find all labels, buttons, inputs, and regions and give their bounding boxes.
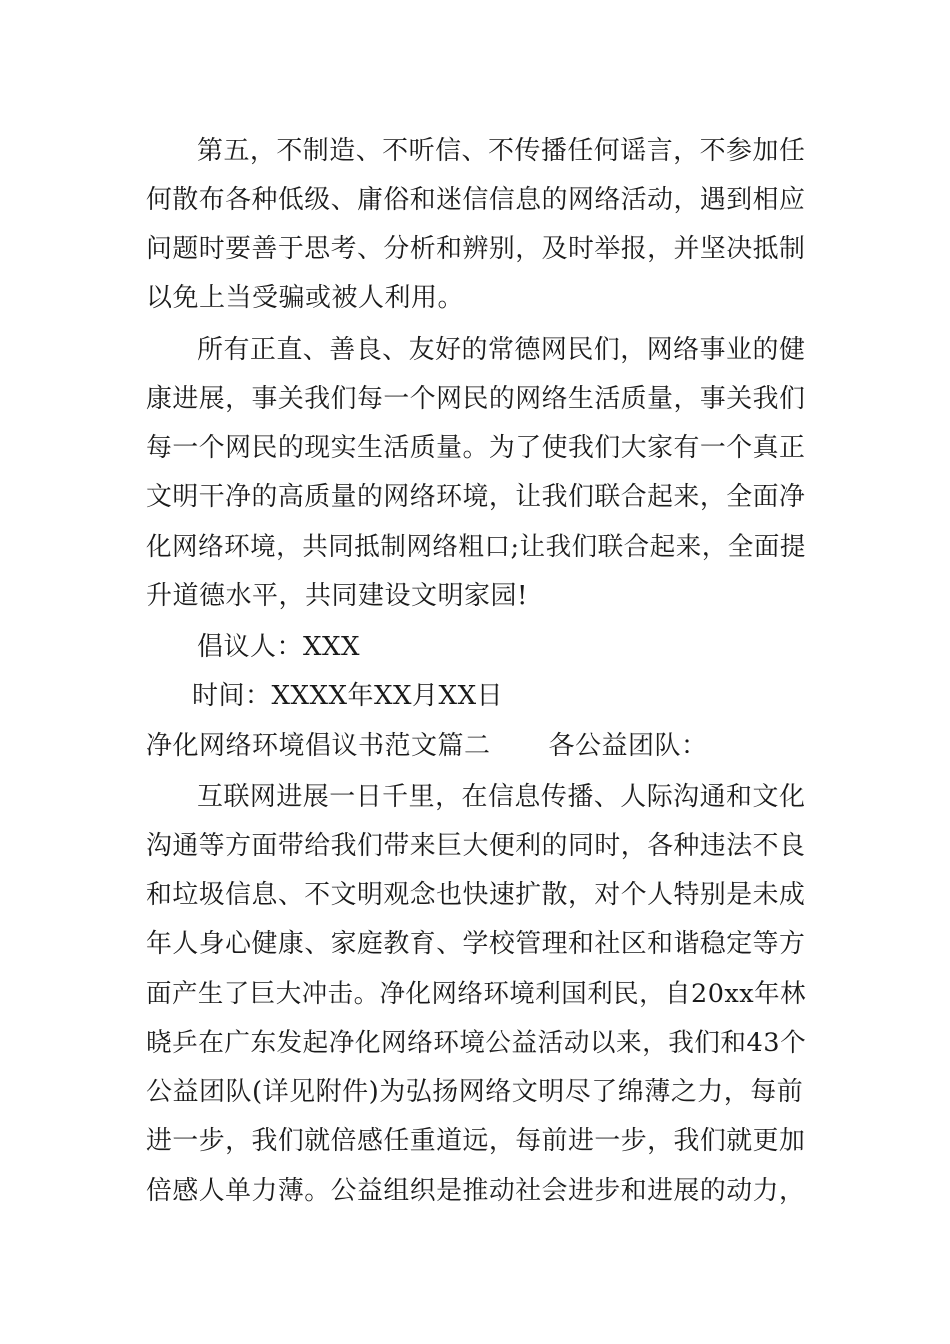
paragraph-3-line-5: 面产生了巨大冲击。净化网络环境利国利民，自20xx年林 (146, 979, 807, 1009)
paragraph-2-line-2: 康进展，事关我们每一个网民的网络生活质量，事关我们 (146, 384, 806, 414)
paragraph-3-line-3: 和垃圾信息、不文明观念也快速扩散，对个人特别是未成 (146, 880, 806, 910)
salutation: 各公益团队： (548, 731, 708, 761)
paragraph-1-line-2: 何散布各种低级、庸俗和迷信信息的网络活动，遇到相应 (146, 185, 806, 215)
paragraph-3-line-1: 互联网进展一日千里，在信息传播、人际沟通和文化 (197, 782, 806, 812)
paragraph-3-line-9: 倍感人单力薄。公益组织是推动社会进步和进展的动力， (146, 1176, 806, 1206)
section-heading-line (146, 731, 708, 761)
paragraph-2-line-6: 升道德水平，共同建设文明家园! (146, 581, 528, 611)
paragraph-3-line-4: 年人身心健康、家庭教育、学校管理和社区和谐稳定等方 (146, 929, 806, 959)
paragraph-2-line-5: 化网络环境，共同抵制网络粗口;让我们联合起来，全面提 (146, 532, 806, 562)
paragraph-2-line-3: 每一个网民的现实生活质量。为了使我们大家有一个真正 (146, 433, 806, 463)
paragraph-2-line-1: 所有正直、善良、友好的常德网民们，网络事业的健 (197, 335, 806, 365)
paragraph-1-line-3: 问题时要善于思考、分析和辨别，及时举报，并坚决抵制 (146, 234, 806, 264)
date: 时间：XXXX年XX月XX日 (192, 681, 504, 711)
paragraph-3-line-7: 公益团队(详见附件)为弘扬网络文明尽了绵薄之力，每前 (146, 1077, 804, 1107)
paragraph-1-line-1: 第五，不制造、不听信、不传播任何谣言，不参加任 (197, 136, 806, 166)
paragraph-1-line-4: 以免上当受骗或被人利用。 (146, 283, 465, 313)
paragraph-3-line-6: 晓乒在广东发起净化网络环境公益活动以来，我们和43个 (146, 1028, 807, 1058)
section-title: 净化网络环境倡议书范文篇二 (146, 731, 491, 761)
paragraph-3-line-8: 进一步，我们就倍感任重道远，每前进一步，我们就更加 (146, 1126, 806, 1156)
paragraph-3-line-2: 沟通等方面带给我们带来巨大便利的同时，各种违法不良 (146, 831, 806, 861)
paragraph-2-line-4: 文明干净的高质量的网络环境，让我们联合起来，全面净 (146, 482, 806, 512)
signer: 倡议人：XXX (197, 632, 361, 662)
